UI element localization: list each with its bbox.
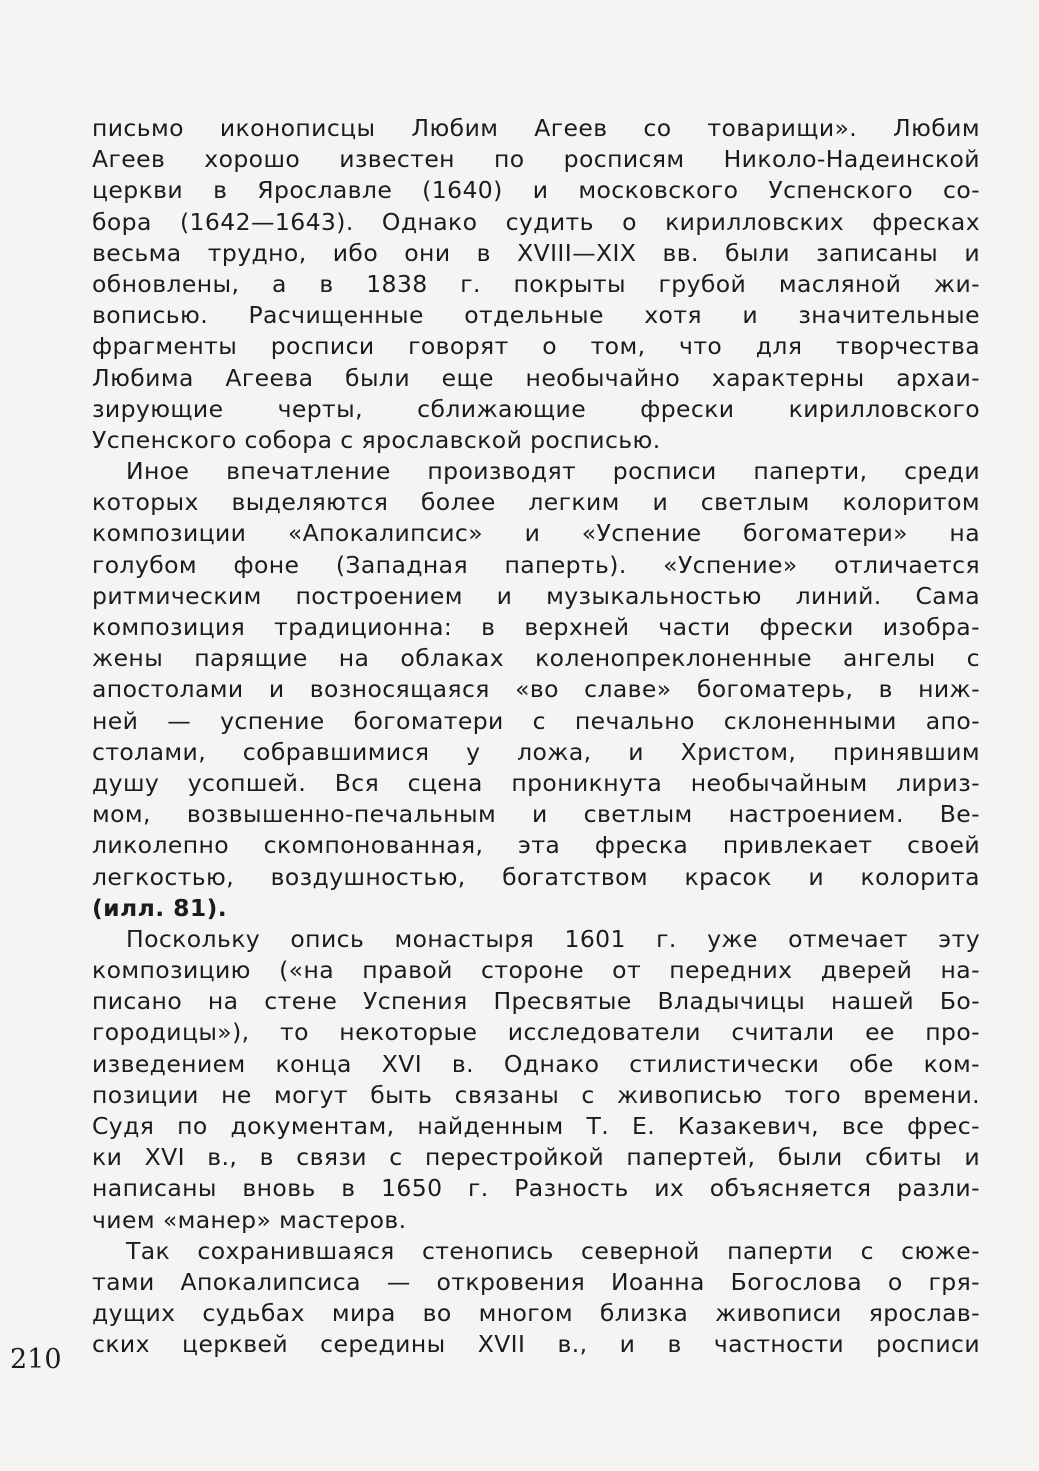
body-text [92,113,980,1361]
text-line: обновлены, а в 1838 г. покрыты грубой масляной жи- [92,269,980,298]
text-line: композиции «Апокалипсис» и «Успение богоматери» на [92,519,980,548]
paragraph-2 [92,456,980,924]
text-line: композицию («на правой стороне от передних дверей на- [92,956,980,985]
text-line: Любима Агеева были еще необычайно характерны архаи- [92,363,980,392]
illustration-reference: (илл. 81). [92,893,228,922]
text-line: ней — успение богоматери с печально склоненными апо- [92,706,980,735]
text-line: Судя по документам, найденным Т. Е. Казакевич, все фрес- [92,1112,980,1140]
text-line: позиции не могут быть связаны с живописью того времени. [92,1080,980,1109]
text-line: написаны вновь в 1650 г. Разность их объясняется разли- [92,1174,980,1203]
text-line: Поскольку опись монастыря 1601 г. уже отмечает эту [126,924,980,953]
text-line: изведением конца XVI в. Однако стилистически обе ком- [92,1049,980,1078]
text-line: весьма трудно, ибо они в XVIII—XIX вв. были записаны и [92,238,980,267]
text-line: тами Апокалипсиса — откровения Иоанна Богослова о гря- [92,1267,980,1296]
text-line: письмо иконописцы Любим Агеев со товарищи». Любим [92,114,980,142]
text-line: Иное впечатление производят росписи паперти, среди [126,457,980,486]
page-number: 210 [10,1344,62,1375]
text-line: писано на стене Успения Пресвятые Владычицы нашей Бо- [92,987,980,1016]
text-line: Агеев хорошо известен по росписям Николо-Надеинской [92,145,980,174]
text-line: ки XVI в., в связи с перестройкой папертей, были сбиты и [92,1143,980,1172]
text-line: апостолами и возносящаяся «во славе» богоматерь, в ниж- [92,675,980,704]
text-line: столами, собравшимися у ложа, и Христом, принявшим [92,737,980,766]
text-line: ритмическим построением и музыкальностью линий. Сама [92,581,980,610]
text-line: мом, возвышенно-печальным и светлым настроением. Ве- [92,800,980,829]
text-line: легкостью, воздушностью, богатством красок и колорита [92,862,980,891]
text-line: голубом фоне (Западная паперть). «Успение» отличается [92,550,980,579]
text-line: которых выделяются более легким и светлым колоритом [92,488,980,517]
text-line: чием «манер» мастеров. [92,1205,407,1234]
text-line: зирующие черты, сближающие фрески кирилловского [92,394,980,423]
text-line: церкви в Ярославле (1640) и московского Успенского со- [92,176,980,205]
text-line: вописью. Расчищенные отдельные хотя и значительные [92,301,980,330]
paragraph-1 [92,113,980,456]
text-line: ских церквей середины XVII в., и в частности росписи [92,1330,980,1359]
text-line: ликолепно скомпонованная, эта фреска привлекает своей [92,831,980,860]
text-line: городицы»), то некоторые исследователи считали ее про- [92,1018,980,1047]
text-line: Так сохранившаяся стенопись северной паперти с сюже- [126,1236,980,1265]
text-line: дущих судьбах мира во многом близка живописи ярослав- [92,1299,980,1328]
paragraph-4 [92,1236,980,1361]
text-line: жены парящие на облаках коленопреклоненные ангелы с [92,644,980,673]
text-line: композиция традиционна: в верхней части фрески изобра- [92,613,980,641]
paragraph-3 [92,924,980,1236]
text-line: бора (1642—1643). Однако судить о кирилловских фресках [92,207,980,236]
text-line: душу усопшей. Вся сцена проникнута необычайным лириз- [92,768,980,797]
text-line: фрагменты росписи говорят о том, что для творчества [92,332,980,361]
text-line: Успенского собора с ярославской росписью. [92,425,661,454]
